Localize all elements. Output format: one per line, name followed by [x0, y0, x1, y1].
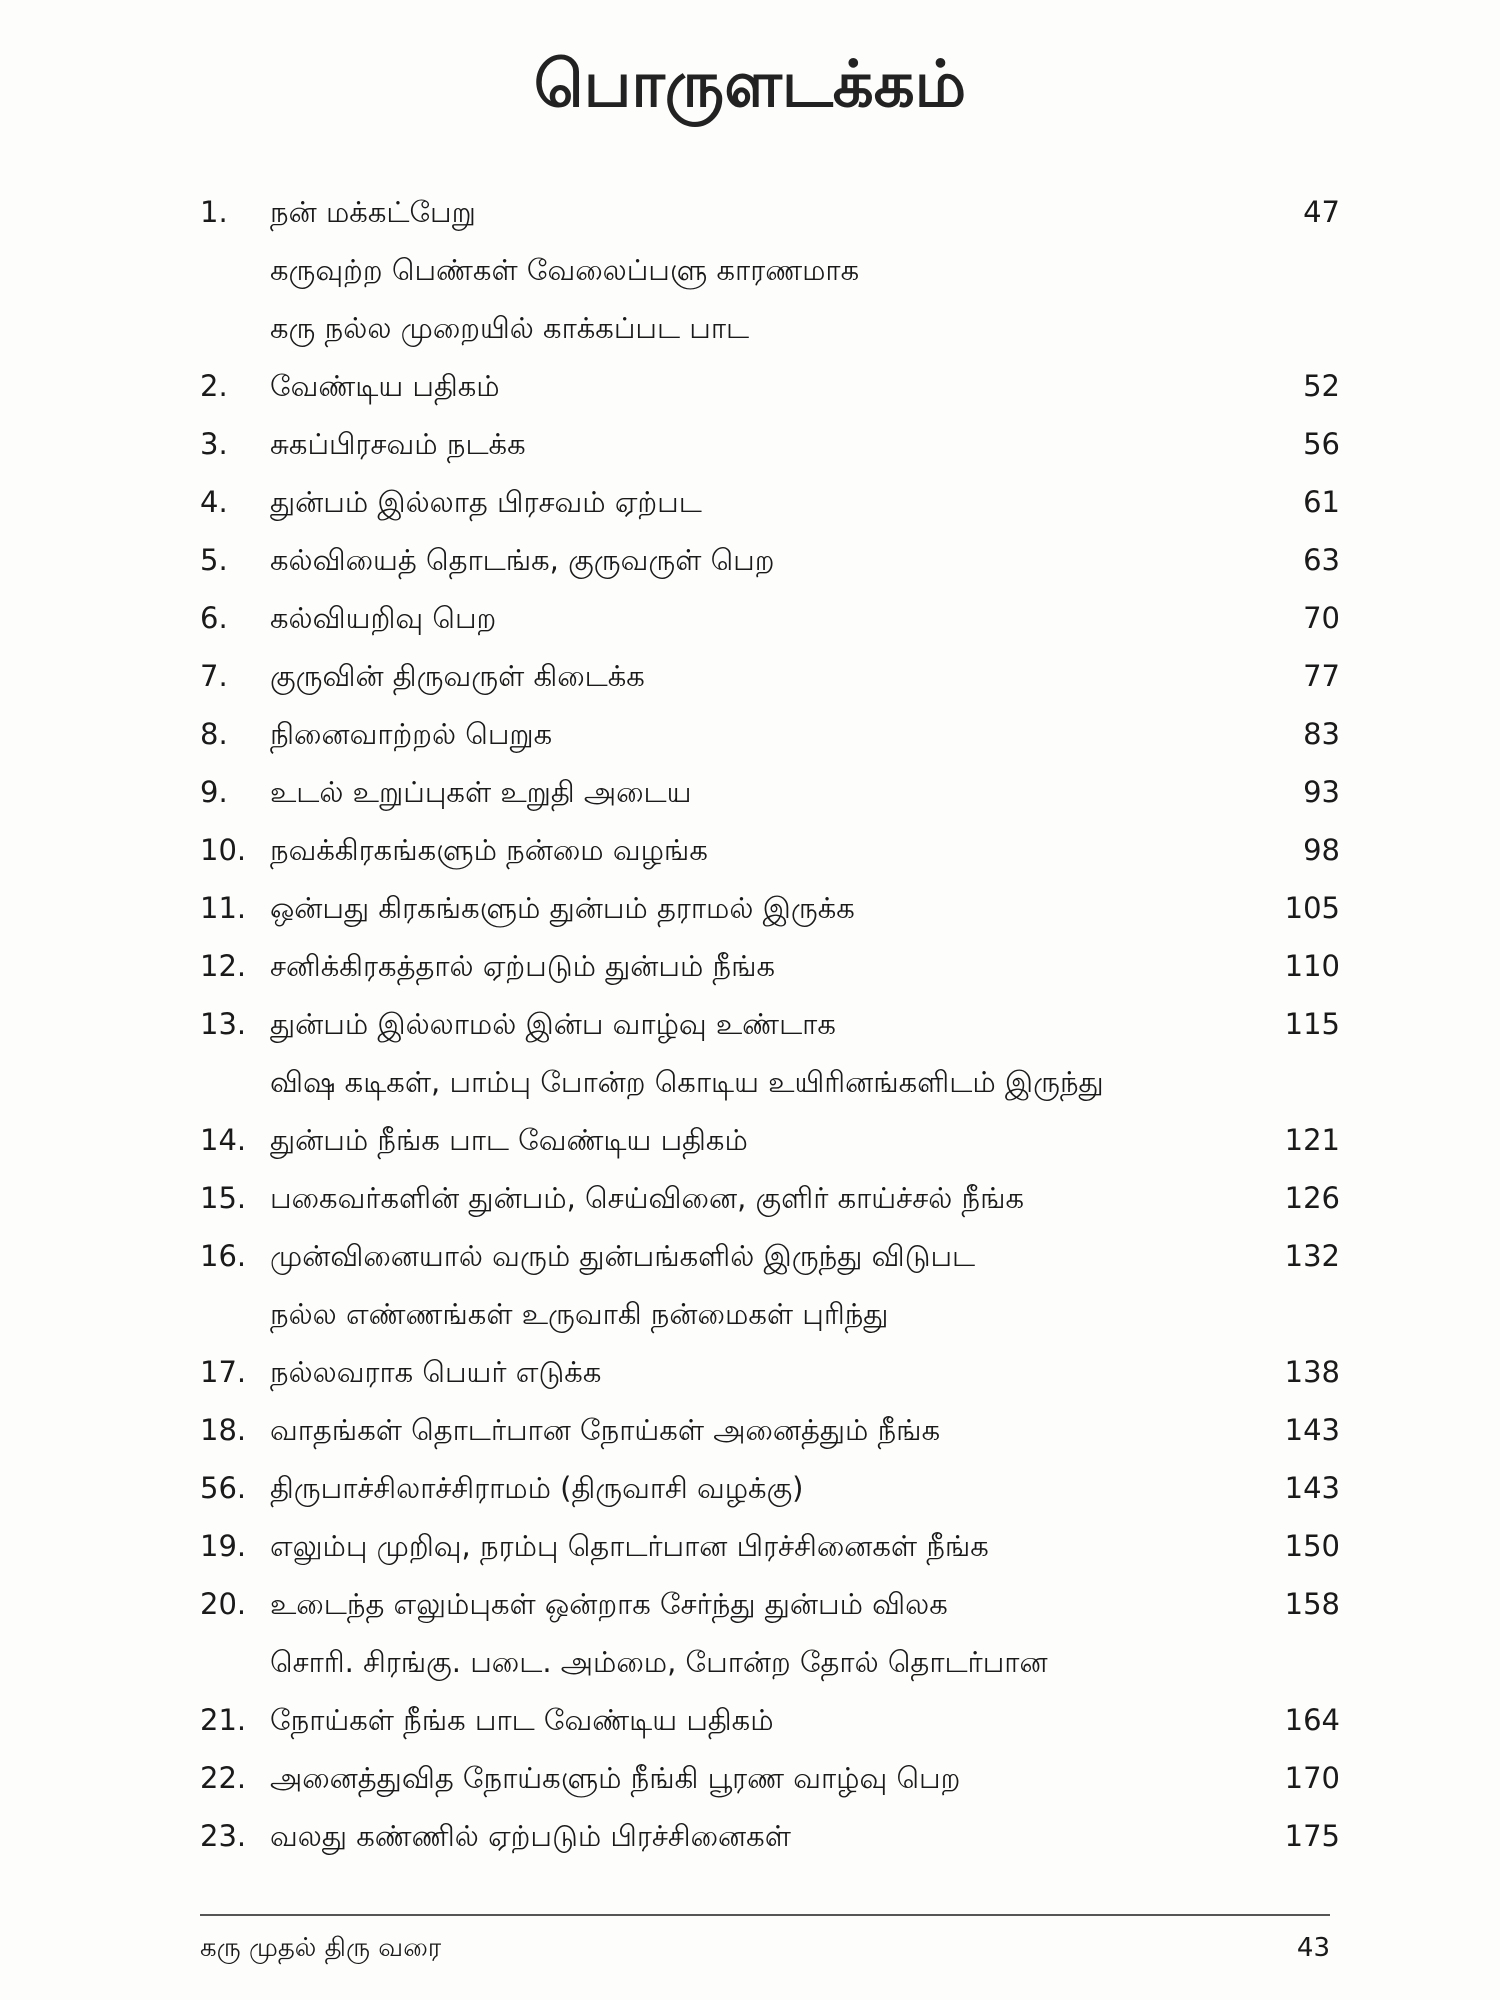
entry-title: [270, 1633, 1240, 1749]
entry-title: [270, 589, 1240, 647]
entry-title-line: பகைவர்களின் துன்பம், செய்வினை, குளிர் காய்ச்சல் நீங்க: [270, 1181, 1025, 1215]
entry-number: 1.: [200, 195, 228, 229]
entry-number: 18.: [200, 1413, 247, 1447]
entry-title-line: வாதங்கள் தொடர்பான நோய்கள் அனைத்தும் நீங்க: [270, 1413, 941, 1447]
entry-title-line: வலது கண்ணில் ஏற்படும் பிரச்சினைகள்: [270, 1819, 791, 1853]
page-footer: [200, 1928, 1330, 1968]
toc-entry: [200, 995, 1340, 1053]
toc-entry: [200, 821, 1340, 879]
entry-title: [270, 1169, 1240, 1227]
entry-number: 4.: [200, 485, 228, 519]
entry-page-number: 63: [1303, 543, 1340, 577]
entry-title: [270, 415, 1240, 473]
entry-title: [270, 821, 1240, 879]
entry-title-line: திருபாச்சிலாச்சிராமம் (திருவாசி வழக்கு): [270, 1471, 804, 1505]
entry-title-line: நல்லவராக பெயர் எடுக்க: [270, 1355, 602, 1389]
entry-title-line: துன்பம் இல்லாத பிரசவம் ஏற்பட: [270, 485, 702, 519]
entry-title-line: கரு நல்ல முறையில் காக்கப்பட பாட: [270, 311, 750, 345]
entry-page-number: 143: [1284, 1413, 1340, 1447]
entry-page-number: 121: [1284, 1123, 1340, 1157]
toc-entry: [200, 1053, 1340, 1169]
entry-number: 16.: [200, 1239, 247, 1273]
entry-title-line: எலும்பு முறிவு, நரம்பு தொடர்பான பிரச்சினைகள் நீங்க: [270, 1529, 989, 1563]
toc-entry: [200, 415, 1340, 473]
entry-title-line: உடைந்த எலும்புகள் ஒன்றாக சேர்ந்து துன்பம் விலக: [270, 1587, 948, 1621]
entry-title: [270, 1227, 1240, 1285]
entry-page-number: 175: [1284, 1819, 1340, 1853]
entry-title: [270, 473, 1240, 531]
entry-title: [270, 1459, 1240, 1517]
entry-title-line: அனைத்துவித நோய்களும் நீங்கி பூரண வாழ்வு பெற: [270, 1761, 961, 1795]
toc-entry: [200, 1517, 1340, 1575]
footer-page-number: 43: [1296, 1933, 1330, 1963]
entry-title: [270, 1807, 1240, 1865]
entry-title-line: கல்வியறிவு பெற: [270, 601, 497, 635]
toc-entry: [200, 1285, 1340, 1401]
entry-title: [270, 937, 1240, 995]
toc-entry: [200, 1401, 1340, 1459]
entry-number: 6.: [200, 601, 228, 635]
entry-number: 21.: [200, 1703, 247, 1737]
toc-entry: [200, 183, 1340, 241]
toc-entry: [200, 1633, 1340, 1749]
entry-page-number: 105: [1284, 891, 1340, 925]
entry-number: 14.: [200, 1123, 247, 1157]
entry-page-number: 56: [1303, 427, 1340, 461]
entry-number: 10.: [200, 833, 247, 867]
entry-title: [270, 1749, 1240, 1807]
entry-number: 7.: [200, 659, 228, 693]
entry-number: 22.: [200, 1761, 247, 1795]
entry-title-line: கல்வியைத் தொடங்க, குருவருள் பெற: [270, 543, 775, 577]
entry-title-line: உடல் உறுப்புகள் உறுதி அடைய: [270, 775, 692, 809]
entry-page-number: 115: [1284, 1007, 1340, 1041]
entry-title: [270, 241, 1240, 415]
entry-page-number: 110: [1284, 949, 1340, 983]
entry-number: 11.: [200, 891, 247, 925]
entry-title-line: விஷ கடிகள், பாம்பு போன்ற கொடிய உயிரினங்களிடம் இருந்து: [270, 1065, 1104, 1099]
table-of-contents: [200, 183, 1340, 1865]
entry-title: [270, 1401, 1240, 1459]
entry-title: [270, 183, 1240, 241]
toc-entry: [200, 879, 1340, 937]
entry-number: 3.: [200, 427, 228, 461]
entry-page-number: 83: [1303, 717, 1340, 751]
entry-title: [270, 647, 1240, 705]
entry-title-line: குருவின் திருவருள் கிடைக்க: [270, 659, 645, 693]
toc-entry: [200, 1227, 1340, 1285]
entry-number: 12.: [200, 949, 247, 983]
entry-page-number: 132: [1284, 1239, 1340, 1273]
entry-title: [270, 531, 1240, 589]
entry-title-line: வேண்டிய பதிகம்: [270, 369, 500, 403]
footer-book-title: கரு முதல் திரு வரை: [200, 1933, 442, 1963]
entry-number: 5.: [200, 543, 228, 577]
entry-number: 17.: [200, 1355, 247, 1389]
entry-title: [270, 995, 1240, 1053]
entry-page-number: 47: [1303, 195, 1340, 229]
entry-number: 8.: [200, 717, 228, 751]
entry-title-line: சுகப்பிரசவம் நடக்க: [270, 427, 526, 461]
toc-entry: [200, 241, 1340, 415]
entry-title: [270, 1517, 1240, 1575]
entry-page-number: 126: [1284, 1181, 1340, 1215]
entry-title-line: முன்வினையால் வரும் துன்பங்களில் இருந்து விடுபட: [270, 1239, 976, 1273]
entry-title-line: நோய்கள் நீங்க பாட வேண்டிய பதிகம்: [270, 1703, 774, 1737]
entry-page-number: 70: [1303, 601, 1340, 635]
toc-entry: [200, 531, 1340, 589]
entry-page-number: 138: [1284, 1355, 1340, 1389]
entry-number: 2.: [200, 369, 228, 403]
toc-entry: [200, 647, 1340, 705]
entry-title-line: துன்பம் இல்லாமல் இன்ப வாழ்வு உண்டாக: [270, 1007, 836, 1041]
footer-divider: [200, 1914, 1330, 1916]
toc-entry: [200, 763, 1340, 821]
entry-number: 13.: [200, 1007, 247, 1041]
page-title: பொருளடக்கம்: [533, 48, 967, 122]
entry-page-number: 77: [1303, 659, 1340, 693]
toc-entry: [200, 1459, 1340, 1517]
entry-page-number: 98: [1303, 833, 1340, 867]
toc-entry: [200, 589, 1340, 647]
entry-number: 19.: [200, 1529, 247, 1563]
toc-entry: [200, 473, 1340, 531]
toc-entry: [200, 1807, 1340, 1865]
entry-title: [270, 1053, 1240, 1169]
entry-title-line: நவக்கிரகங்களும் நன்மை வழங்க: [270, 833, 708, 867]
entry-title-line: சனிக்கிரகத்தால் ஏற்படும் துன்பம் நீங்க: [270, 949, 776, 983]
entry-number: 9.: [200, 775, 228, 809]
entry-title: [270, 1285, 1240, 1401]
entry-page-number: 150: [1284, 1529, 1340, 1563]
entry-title-line: கருவுற்ற பெண்கள் வேலைப்பளு காரணமாக: [270, 253, 860, 287]
entry-title-line: நல்ல எண்ணங்கள் உருவாகி நன்மைகள் புரிந்து: [270, 1297, 889, 1331]
entry-title-line: சொரி. சிரங்கு. படை. அம்மை, போன்ற தோல் தொடர்பான: [270, 1645, 1048, 1679]
entry-page-number: 164: [1284, 1703, 1340, 1737]
toc-entry: [200, 1575, 1340, 1633]
entry-title-line: நினைவாற்றல் பெறுக: [270, 717, 553, 751]
entry-title: [270, 879, 1240, 937]
toc-entry: [200, 1749, 1340, 1807]
entry-number: 15.: [200, 1181, 247, 1215]
toc-entry: [200, 705, 1340, 763]
entry-page-number: 158: [1284, 1587, 1340, 1621]
entry-page-number: 52: [1303, 369, 1340, 403]
entry-title-line: ஒன்பது கிரகங்களும் துன்பம் தராமல் இருக்க: [270, 891, 855, 925]
entry-title: [270, 1575, 1240, 1633]
entry-title: [270, 763, 1240, 821]
entry-number: 20.: [200, 1587, 247, 1621]
toc-entry: [200, 1169, 1340, 1227]
entry-title-line: நன் மக்கட்பேறு: [270, 195, 476, 229]
entry-page-number: 93: [1303, 775, 1340, 809]
entry-page-number: 143: [1284, 1471, 1340, 1505]
entry-page-number: 170: [1284, 1761, 1340, 1795]
entry-page-number: 61: [1303, 485, 1340, 519]
entry-title-line: துன்பம் நீங்க பாட வேண்டிய பதிகம்: [270, 1123, 748, 1157]
toc-entry: [200, 937, 1340, 995]
entry-title: [270, 705, 1240, 763]
entry-number: 56.: [200, 1471, 247, 1505]
entry-number: 23.: [200, 1819, 247, 1853]
